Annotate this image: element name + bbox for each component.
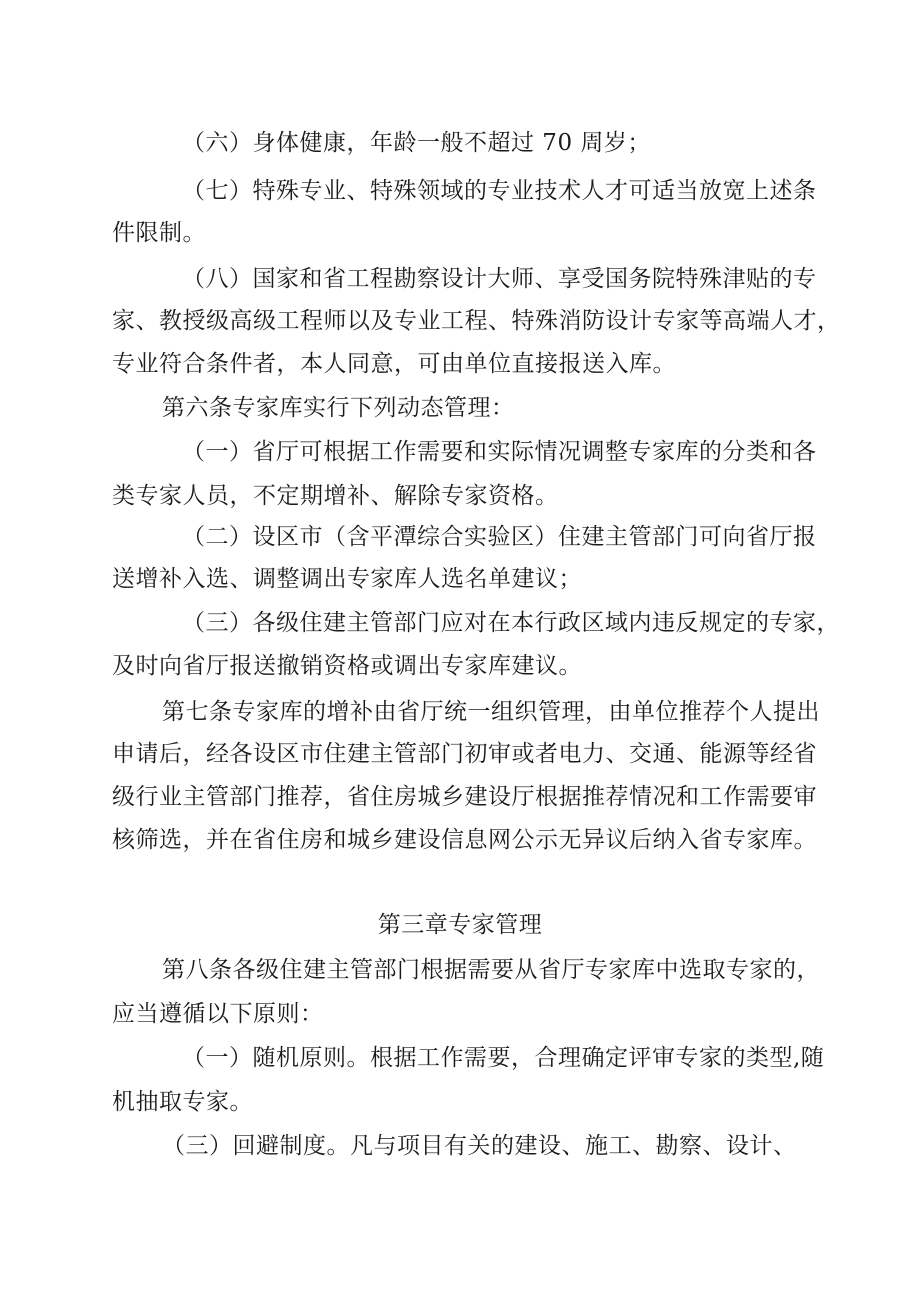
paragraph-line: （一）随机原则。根据工作需要，合理确定评审专家的类型,随 — [182, 1045, 825, 1071]
paragraph-line: 及时向省厅报送撤销资格或调出专家库建议。 — [112, 653, 582, 679]
paragraph-line: 家、教授级高级工程师以及专业工程、特殊消防设计专家等高端人才， — [112, 308, 841, 334]
article-heading-line: 第八条各级住建主管部门根据需要从省厅专家库中选取专家的， — [162, 957, 820, 983]
paragraph-line: （八）国家和省工程勘察设计大师、享受国务院特殊津贴的专 — [182, 266, 817, 292]
chapter-title: 第三章专家管理 — [377, 912, 543, 938]
paragraph-line: 专业符合条件者，本人同意，可由单位直接报送入库。 — [112, 351, 676, 377]
paragraph-line: 件限制。 — [112, 220, 206, 246]
paragraph-line: 机抽取专家。 — [112, 1089, 253, 1115]
paragraph-line: （六）身体健康，年龄一般不超过 70 周岁； — [182, 130, 651, 156]
article-heading-line: 第七条专家库的增补由省厅统一组织管理，由单位推荐个人提出 — [162, 699, 820, 725]
paragraph-line: （七）特殊专业、特殊领域的专业技术人才可适当放宽上述条 — [182, 178, 817, 204]
paragraph-line: 核筛选，并在省住房和城乡建设信息网公示无异议后纳入省专家库。 — [112, 827, 817, 853]
paragraph-line: 类专家人员，不定期增补、解除专家资格。 — [112, 483, 559, 509]
paragraph-line: （二）设区市（含平潭综合实验区）住建主管部门可向省厅报 — [182, 524, 817, 550]
paragraph-line: 申请后，经各设区市住建主管部门初审或者电力、交通、能源等经省 — [112, 741, 817, 767]
paragraph-line: 送增补入选、调整调出专家库人选名单建议； — [112, 566, 582, 592]
paragraph-line: （三）各级住建主管部门应对在本行政区域内违反规定的专家， — [182, 610, 840, 636]
paragraph-line: （三）回避制度。凡与项目有关的建设、施工、勘察、设计、 — [162, 1133, 797, 1159]
paragraph-line: （一）省厅可根据工作需要和实际情况调整专家库的分类和各 — [182, 439, 817, 465]
paragraph-line: 级行业主管部门推荐，省住房城乡建设厅根据推荐情况和工作需要审 — [112, 784, 817, 810]
paragraph-line: 应当遵循以下原则： — [112, 1001, 324, 1027]
article-heading-line: 第六条专家库实行下列动态管理： — [162, 395, 515, 421]
